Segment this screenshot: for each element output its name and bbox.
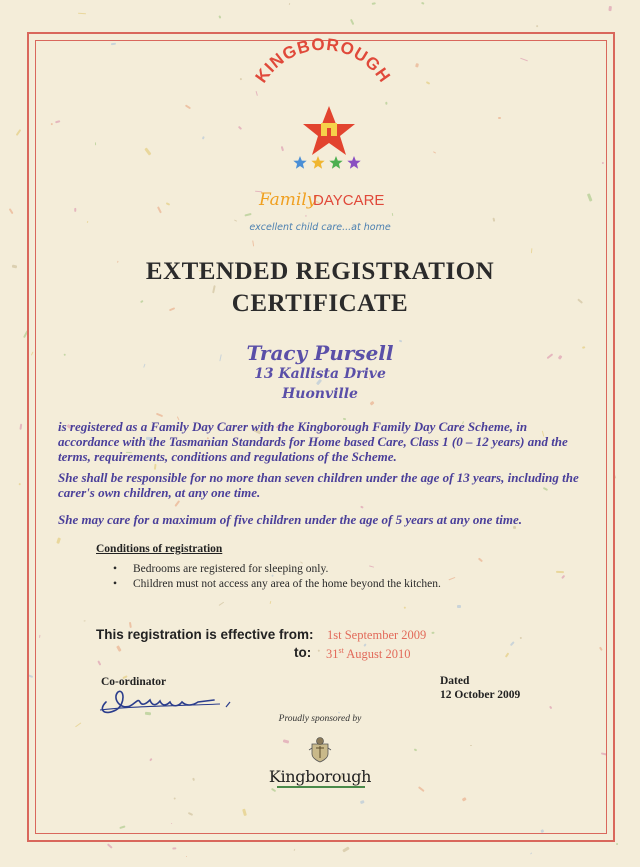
carer-address-street: 13 Kallista Drive <box>254 366 386 382</box>
family-day-care-logo <box>0 0 640 240</box>
carer-name: Tracy Pursell <box>246 341 394 365</box>
sponsor-underline <box>277 786 365 788</box>
effective-to-date: 31st August 2010 <box>326 646 411 662</box>
logo-arc-text: KINGBOROUGH <box>251 34 395 87</box>
conditions-heading: Conditions of registration <box>96 543 223 555</box>
sponsor-name: Kingborough <box>268 767 372 786</box>
logo-brand-family: Family <box>259 190 317 210</box>
small-star-icon <box>329 156 342 169</box>
dated-value: 12 October 2009 <box>440 689 521 701</box>
coordinator-label: Co-ordinator <box>101 676 167 688</box>
registration-statement: is registered as a Family Day Carer with the Kingborough Family Day Care Scheme, in accordance with the Tasmanian Standards for Home based Care, Class 1 (0 – 12 years) and the terms, requirements, conditions and regulations of the Scheme. <box>58 419 568 464</box>
small-star-icon <box>293 156 306 169</box>
dated-label: Dated <box>440 675 470 687</box>
certificate-title-line1: EXTENDED REGISTRATION <box>145 258 495 285</box>
effective-from-date: 1st September 2009 <box>327 628 427 642</box>
logo-brand-daycare: DAYCARE <box>313 192 385 209</box>
condition-item: • Children must not access any area of the home beyond the kitchen. <box>113 577 441 592</box>
responsibility-statement: She shall be responsible for no more than seven children under the age of 13 years, including the carer's own children, at any one time. <box>58 470 579 500</box>
sponsor-label: Proudly sponsored by <box>278 714 362 724</box>
under-five-statement: She may care for a maximum of five children under the age of 5 years at any one time. <box>58 512 522 527</box>
small-star-icon <box>311 156 324 169</box>
effective-from-label: This registration is effective from: <box>96 627 314 642</box>
conditions-list <box>113 562 441 592</box>
condition-item: • Bedrooms are registered for sleeping only. <box>113 562 441 577</box>
paper-fleck <box>185 856 186 857</box>
logo-tagline: excellent child care...at home <box>249 222 391 233</box>
small-star-icon <box>347 156 360 169</box>
council-crest-icon <box>308 736 332 764</box>
effective-to-label: to: <box>294 645 312 660</box>
carer-address-town: Huonville <box>282 386 358 402</box>
certificate-title-line2: CERTIFICATE <box>231 290 409 317</box>
small-stars-row <box>293 156 360 169</box>
